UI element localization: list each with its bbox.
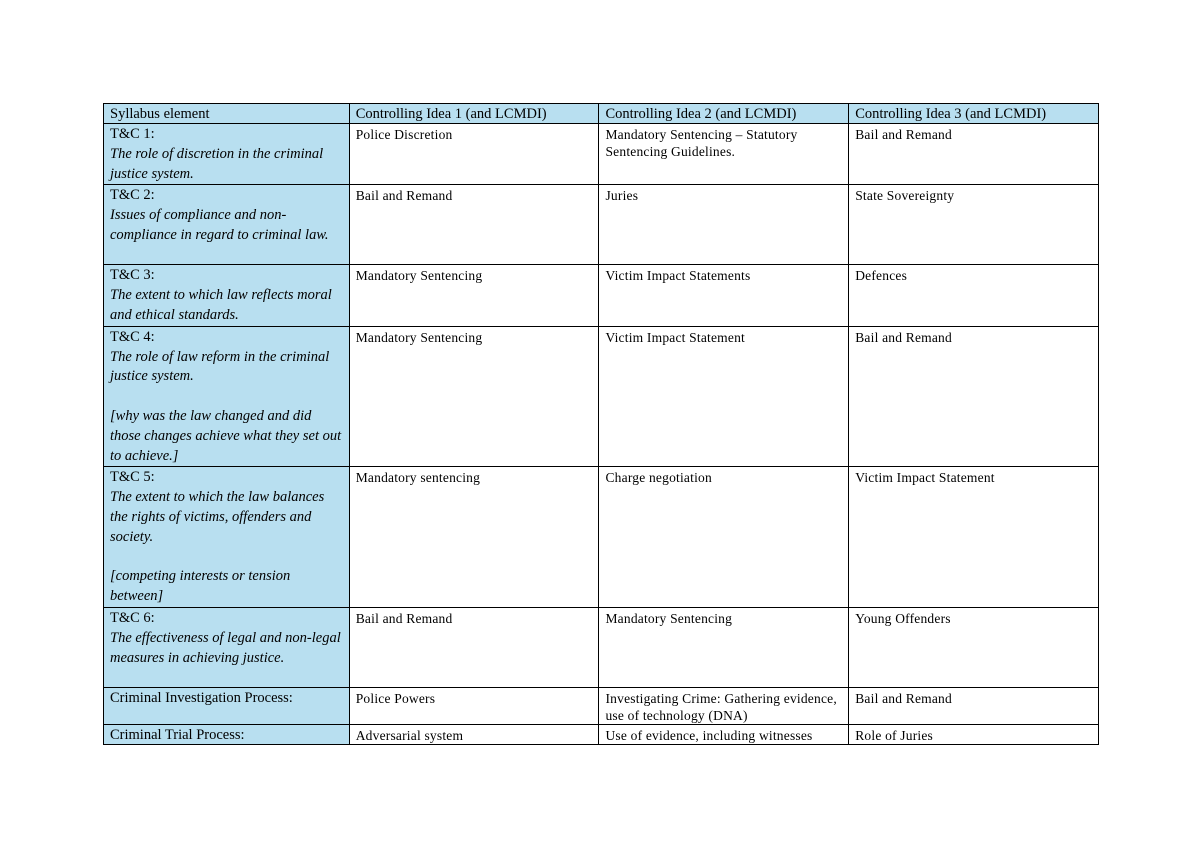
controlling-idea-1-cell: Police Powers (349, 687, 599, 724)
element-label: T&C 6: (110, 609, 155, 626)
controlling-idea-3-cell: Bail and Remand (849, 687, 1099, 724)
element-description: The role of law reform in the criminal justice system. (110, 348, 330, 385)
table-row (104, 326, 1099, 467)
table-row (104, 687, 1099, 724)
element-label: T&C 3: (110, 267, 155, 284)
table-row (104, 185, 1099, 265)
element-label: Criminal Investigation Process: (110, 689, 293, 706)
syllabus-element-cell (104, 185, 350, 265)
controlling-idea-2-cell: Mandatory Sentencing – Statutory Sentencing Guidelines. (599, 124, 849, 185)
element-description: The role of discretion in the criminal justice system. (110, 145, 324, 182)
syllabus-element-cell (104, 724, 350, 744)
controlling-idea-2-cell: Victim Impact Statement (599, 326, 849, 467)
controlling-idea-1-cell: Mandatory Sentencing (349, 265, 599, 326)
header-controlling-idea-2: Controlling Idea 2 (and LCMDI) (599, 104, 849, 124)
syllabus-element-cell (104, 607, 350, 687)
element-label: Criminal Trial Process: (110, 726, 245, 743)
table-row (104, 265, 1099, 326)
controlling-idea-1-cell: Bail and Remand (349, 185, 599, 265)
element-label: T&C 4: (110, 328, 155, 345)
element-description: The extent to which the law balances the rights of victims, offenders and society. (110, 489, 325, 545)
controlling-idea-1-cell: Bail and Remand (349, 607, 599, 687)
controlling-idea-3-cell: Victim Impact Statement (849, 467, 1099, 608)
table-row (104, 124, 1099, 185)
controlling-idea-1-cell: Adversarial system (349, 724, 599, 744)
controlling-idea-3-cell: Defences (849, 265, 1099, 326)
element-note: [why was the law changed and did those changes achieve what they set out to achieve.] (110, 407, 342, 464)
controlling-idea-2-cell: Victim Impact Statements (599, 265, 849, 326)
element-label: T&C 2: (110, 187, 155, 204)
header-syllabus-element: Syllabus element (104, 104, 350, 124)
syllabus-element-cell (104, 687, 350, 724)
controlling-idea-3-cell: Role of Juries (849, 724, 1099, 744)
header-controlling-idea-3: Controlling Idea 3 (and LCMDI) (849, 104, 1099, 124)
controlling-idea-2-cell: Use of evidence, including witnesses (599, 724, 849, 744)
syllabus-element-cell (104, 265, 350, 326)
controlling-idea-3-cell: Young Offenders (849, 607, 1099, 687)
element-label: T&C 1: (110, 126, 155, 142)
table-row (104, 467, 1099, 608)
header-controlling-idea-1: Controlling Idea 1 (and LCMDI) (349, 104, 599, 124)
table-row (104, 724, 1099, 744)
syllabus-table (103, 103, 1099, 745)
controlling-idea-2-cell: Investigating Crime: Gathering evidence, use of technology (DNA) (599, 687, 849, 724)
element-description: The effectiveness of legal and non-legal measures in achieving justice. (110, 629, 341, 666)
controlling-idea-1-cell: Mandatory sentencing (349, 467, 599, 608)
element-label: T&C 5: (110, 469, 155, 486)
controlling-idea-2-cell: Mandatory Sentencing (599, 607, 849, 687)
element-note: [competing interests or tension between] (110, 568, 291, 605)
element-description: The extent to which law reflects moral and ethical standards. (110, 287, 332, 323)
syllabus-element-cell (104, 467, 350, 608)
syllabus-element-cell (104, 124, 350, 185)
header-row (104, 104, 1099, 124)
controlling-idea-2-cell: Juries (599, 185, 849, 265)
syllabus-element-cell (104, 326, 350, 467)
table-row (104, 607, 1099, 687)
controlling-idea-3-cell: Bail and Remand (849, 326, 1099, 467)
element-description: Issues of compliance and non-compliance in regard to criminal law. (110, 207, 329, 243)
controlling-idea-1-cell: Mandatory Sentencing (349, 326, 599, 467)
controlling-idea-3-cell: Bail and Remand (849, 124, 1099, 185)
controlling-idea-1-cell: Police Discretion (349, 124, 599, 185)
controlling-idea-2-cell: Charge negotiation (599, 467, 849, 608)
controlling-idea-3-cell: State Sovereignty (849, 185, 1099, 265)
